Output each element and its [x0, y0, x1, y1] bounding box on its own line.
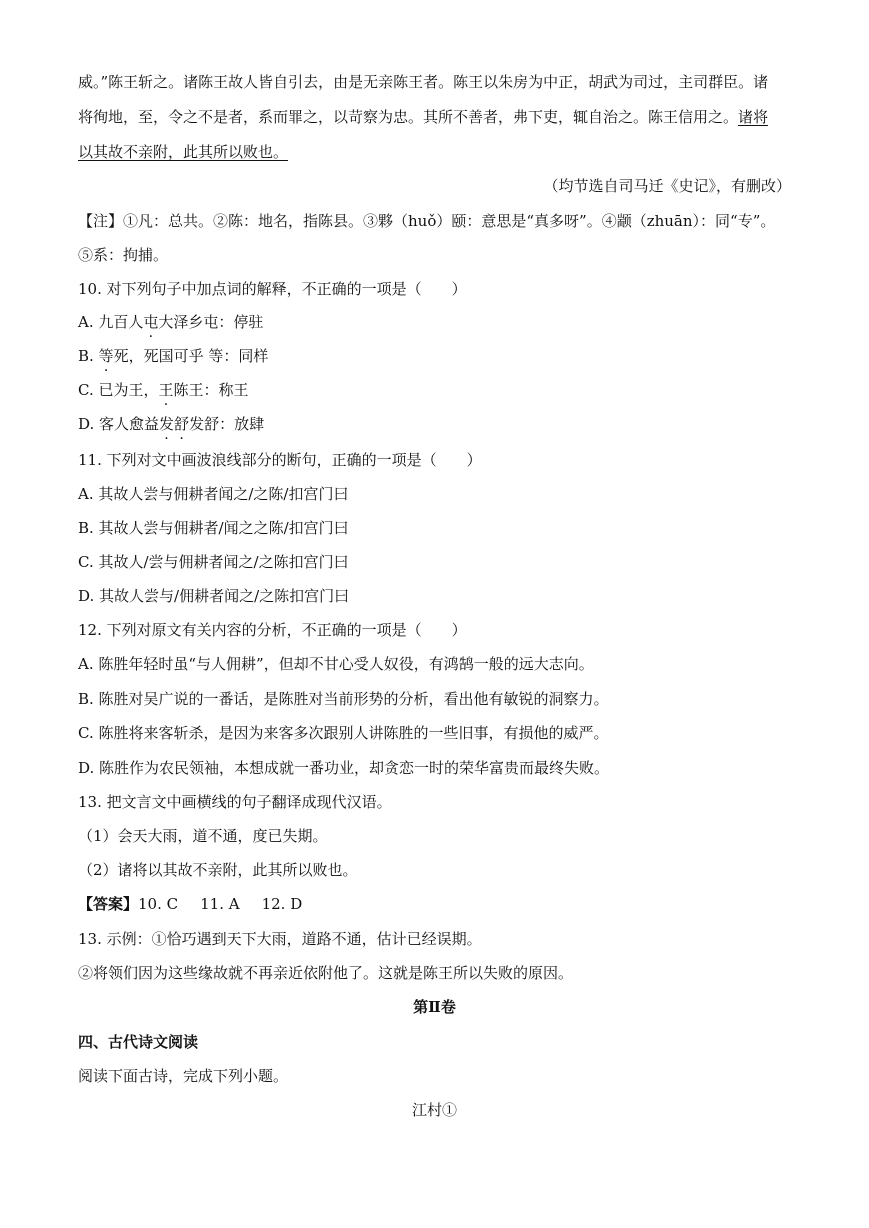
- passage-line-3: [78, 142, 791, 162]
- question-11-option-a: A. 其故人尝与佣耕者闻之/之陈/扣宫门曰: [78, 485, 349, 503]
- question-12-option-b: B. 陈胜对吴广说的一番话，是陈胜对当前形势的分析，看出他有敏锐的洞察力。: [78, 690, 609, 708]
- question-12-option-d: D. 陈胜作为农民领袖，本想成就一番功业，却贪恋一时的荣华富贵而最终失败。: [78, 759, 610, 777]
- answer-13-line-1: 13. 示例：①恰巧遇到天下大雨，道路不通，估计已经误期。: [78, 930, 482, 948]
- question-11-option-c: C. 其故人/尝与佣耕者闻之/之陈扣宫门曰: [78, 553, 349, 571]
- question-11-option-d: D. 其故人尝与/佣耕者闻之/之陈扣宫门曰: [78, 587, 350, 605]
- question-10-option-c: [78, 380, 791, 400]
- section-instruction: 阅读下面古诗，完成下列小题。: [78, 1067, 289, 1085]
- underlined-sentence-part-2: 以其故不亲附，此其所以败也。: [78, 143, 289, 161]
- dotted-word: 发: [159, 415, 175, 433]
- question-12-stem: 12. 下列对原文有关内容的分析，不正确的一项是（ ）: [78, 621, 467, 639]
- notes-line-1: 【注】①凡：总共。②陈：地名，指陈县。③夥（huǒ）颐：意思是“真多呀”。④颛（zhuān）：同“专”。: [78, 212, 776, 230]
- option-text: B.: [78, 347, 99, 365]
- answer-13-line-2: ②将领们因为这些缘故就不再亲近依附他了。这就是陈王所以失败的原因。: [78, 964, 574, 982]
- question-10-option-d: [78, 414, 791, 434]
- source-citation: （均节选自司马迁《史记》，有删改）: [543, 177, 791, 195]
- option-text: D. 客人愈益: [78, 415, 160, 433]
- answer-11: 11. A: [200, 895, 240, 913]
- answer-10: 10. C: [138, 895, 179, 913]
- question-13-stem: 13. 把文言文中画横线的句子翻译成现代汉语。: [78, 793, 392, 811]
- volume-heading: 第Ⅱ卷: [413, 998, 456, 1016]
- passage-line-2-text: 将徇地，至，令之不是者，系而罪之，以苛察为忠。其所不善者，弗下吏，辄自治之。陈王信用之。: [78, 108, 739, 126]
- question-10-option-a: [78, 312, 791, 332]
- passage-line-1: 威。”陈王斩之。诸陈王故人皆自引去，由是无亲陈王者。陈王以朱房为中正，胡武为司过，主司群臣。诸: [78, 73, 769, 91]
- option-text: A. 九百人: [78, 313, 144, 331]
- option-text: 死，死国可乎 等：同样: [113, 347, 269, 365]
- question-13-sentence-2: （2）诸将以其故不亲附，此其所以败也。: [78, 861, 358, 879]
- dotted-word: 舒: [174, 415, 190, 433]
- poem-title: 江村①: [411, 1101, 457, 1119]
- dotted-word: 王: [158, 381, 174, 399]
- option-text: 大泽乡屯：停驻: [158, 313, 264, 331]
- question-10-stem: 10. 对下列句子中加点词的解释，不正确的一项是（ ）: [78, 280, 467, 298]
- answer-key: [78, 894, 791, 914]
- section-heading: 四、古代诗文阅读: [78, 1033, 199, 1051]
- option-text: C. 已为王，: [78, 381, 159, 399]
- question-11-option-b: B. 其故人尝与佣耕者/闻之之陈/扣宫门曰: [78, 519, 349, 537]
- dotted-word: 等: [98, 347, 114, 365]
- dotted-word: 屯: [143, 313, 159, 331]
- question-13-sentence-1: （1）会天大雨，道不通，度已失期。: [78, 827, 328, 845]
- passage-line-2: [78, 107, 791, 127]
- option-text: 发舒：放肆: [189, 415, 265, 433]
- question-12-option-a: A. 陈胜年轻时虽“与人佣耕”，但却不甘心受人奴役，有鸿鹄一般的远大志向。: [78, 655, 594, 673]
- answer-12: 12. D: [261, 895, 303, 913]
- question-11-stem: 11. 下列对文中画波浪线部分的断句，正确的一项是（ ）: [78, 451, 482, 469]
- underlined-sentence-part-1: 诸将: [738, 108, 769, 126]
- option-text: 陈王：称王: [173, 381, 249, 399]
- question-12-option-c: C. 陈胜将来客斩杀，是因为来客多次跟别人讲陈胜的一些旧事，有损他的威严。: [78, 724, 609, 742]
- answer-label: 【答案】: [78, 895, 139, 913]
- question-10-option-b: [78, 346, 791, 366]
- notes-line-2: ⑤系：拘捕。: [78, 246, 169, 264]
